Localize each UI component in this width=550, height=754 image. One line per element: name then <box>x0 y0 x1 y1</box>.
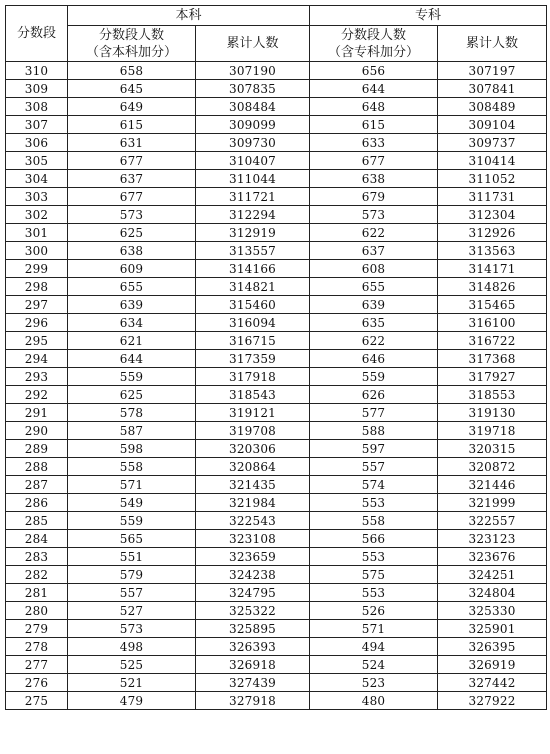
zhuanke-cumulative-cell: 316722 <box>438 332 547 350</box>
benke-cumulative-cell: 323108 <box>196 530 310 548</box>
score-cell: 280 <box>6 602 68 620</box>
zhuanke-count-header-line1: 分数段人数 <box>341 27 407 43</box>
zhuanke-cumulative-cell: 307197 <box>438 62 547 80</box>
benke-count-cell: 571 <box>68 476 196 494</box>
zhuanke-count-cell: 558 <box>310 512 438 530</box>
score-cell: 277 <box>6 656 68 674</box>
score-cell: 296 <box>6 314 68 332</box>
benke-count-header-line2: （含本科加分） <box>85 44 177 60</box>
benke-count-cell: 559 <box>68 512 196 530</box>
benke-count-cell: 655 <box>68 278 196 296</box>
benke-cumulative-cell: 325322 <box>196 602 310 620</box>
score-cell: 295 <box>6 332 68 350</box>
zhuanke-count-cell: 648 <box>310 98 438 116</box>
zhuanke-count-cell: 637 <box>310 242 438 260</box>
table-row <box>6 206 547 224</box>
table-row <box>6 188 547 206</box>
table-row <box>6 620 547 638</box>
benke-cumulative-cell: 316715 <box>196 332 310 350</box>
zhuanke-group-header: 专科 <box>310 6 547 26</box>
zhuanke-count-cell: 553 <box>310 494 438 512</box>
benke-cumulative-cell: 313557 <box>196 242 310 260</box>
benke-cumulative-cell: 320306 <box>196 440 310 458</box>
benke-count-cell: 573 <box>68 206 196 224</box>
benke-cumulative-cell: 319708 <box>196 422 310 440</box>
table-row <box>6 224 547 242</box>
zhuanke-cumulative-cell: 326395 <box>438 638 547 656</box>
table-header <box>6 6 547 62</box>
zhuanke-count-cell: 577 <box>310 404 438 422</box>
score-cell: 289 <box>6 440 68 458</box>
table-row <box>6 404 547 422</box>
zhuanke-cumulative-cell: 311052 <box>438 170 547 188</box>
score-cell: 302 <box>6 206 68 224</box>
benke-count-cell: 527 <box>68 602 196 620</box>
benke-cumulative-cell: 321435 <box>196 476 310 494</box>
zhuanke-count-cell: 622 <box>310 332 438 350</box>
benke-group-header: 本科 <box>68 6 310 26</box>
score-cell: 283 <box>6 548 68 566</box>
score-column-header: 分数段 <box>6 6 68 62</box>
zhuanke-count-cell: 644 <box>310 80 438 98</box>
zhuanke-count-cell: 574 <box>310 476 438 494</box>
zhuanke-cumulative-cell: 313563 <box>438 242 547 260</box>
score-cell: 309 <box>6 80 68 98</box>
zhuanke-count-cell: 608 <box>310 260 438 278</box>
table-row <box>6 296 547 314</box>
benke-cumulative-cell: 314166 <box>196 260 310 278</box>
benke-count-header-line1: 分数段人数 <box>98 27 164 43</box>
benke-cumulative-cell: 327439 <box>196 674 310 692</box>
benke-cumulative-cell: 325895 <box>196 620 310 638</box>
score-cell: 293 <box>6 368 68 386</box>
zhuanke-cumulative-cell: 312926 <box>438 224 547 242</box>
table-row <box>6 98 547 116</box>
benke-count-cell: 638 <box>68 242 196 260</box>
benke-count-cell: 549 <box>68 494 196 512</box>
zhuanke-count-cell: 656 <box>310 62 438 80</box>
table-row <box>6 656 547 674</box>
table-row <box>6 458 547 476</box>
zhuanke-count-cell: 679 <box>310 188 438 206</box>
table-row <box>6 314 547 332</box>
zhuanke-cumulative-cell: 324804 <box>438 584 547 602</box>
benke-cumulative-header: 累计人数 <box>196 26 310 62</box>
table-row <box>6 170 547 188</box>
benke-cumulative-cell: 311044 <box>196 170 310 188</box>
zhuanke-cumulative-cell: 314826 <box>438 278 547 296</box>
zhuanke-count-cell: 523 <box>310 674 438 692</box>
table-row <box>6 602 547 620</box>
zhuanke-cumulative-cell: 327442 <box>438 674 547 692</box>
zhuanke-count-cell: 622 <box>310 224 438 242</box>
zhuanke-cumulative-cell: 325330 <box>438 602 547 620</box>
zhuanke-cumulative-cell: 312304 <box>438 206 547 224</box>
zhuanke-count-cell: 588 <box>310 422 438 440</box>
benke-cumulative-cell: 324238 <box>196 566 310 584</box>
score-distribution-table-container <box>5 5 547 710</box>
score-cell: 290 <box>6 422 68 440</box>
benke-cumulative-cell: 317918 <box>196 368 310 386</box>
zhuanke-count-cell: 557 <box>310 458 438 476</box>
zhuanke-cumulative-cell: 314171 <box>438 260 547 278</box>
zhuanke-cumulative-cell: 323123 <box>438 530 547 548</box>
benke-cumulative-cell: 321984 <box>196 494 310 512</box>
benke-cumulative-cell: 314821 <box>196 278 310 296</box>
table-row <box>6 494 547 512</box>
score-cell: 303 <box>6 188 68 206</box>
benke-cumulative-cell: 319121 <box>196 404 310 422</box>
zhuanke-count-cell: 553 <box>310 584 438 602</box>
score-cell: 307 <box>6 116 68 134</box>
table-row <box>6 584 547 602</box>
benke-count-cell: 625 <box>68 386 196 404</box>
score-cell: 288 <box>6 458 68 476</box>
score-cell: 291 <box>6 404 68 422</box>
zhuanke-count-cell: 571 <box>310 620 438 638</box>
benke-count-cell: 598 <box>68 440 196 458</box>
zhuanke-cumulative-cell: 311731 <box>438 188 547 206</box>
table-row <box>6 674 547 692</box>
zhuanke-cumulative-cell: 321446 <box>438 476 547 494</box>
benke-cumulative-cell: 309730 <box>196 134 310 152</box>
benke-count-cell: 649 <box>68 98 196 116</box>
zhuanke-count-cell: 633 <box>310 134 438 152</box>
benke-count-cell: 625 <box>68 224 196 242</box>
zhuanke-count-cell: 526 <box>310 602 438 620</box>
benke-count-cell: 573 <box>68 620 196 638</box>
table-row <box>6 440 547 458</box>
benke-count-cell: 557 <box>68 584 196 602</box>
zhuanke-cumulative-header: 累计人数 <box>438 26 547 62</box>
table-row <box>6 386 547 404</box>
benke-count-cell: 631 <box>68 134 196 152</box>
zhuanke-count-cell: 566 <box>310 530 438 548</box>
zhuanke-count-cell: 575 <box>310 566 438 584</box>
benke-count-cell: 525 <box>68 656 196 674</box>
score-cell: 308 <box>6 98 68 116</box>
zhuanke-cumulative-cell: 325901 <box>438 620 547 638</box>
zhuanke-cumulative-cell: 317368 <box>438 350 547 368</box>
zhuanke-cumulative-cell: 321999 <box>438 494 547 512</box>
benke-count-cell: 609 <box>68 260 196 278</box>
benke-count-cell: 559 <box>68 368 196 386</box>
benke-cumulative-cell: 323659 <box>196 548 310 566</box>
benke-count-cell: 551 <box>68 548 196 566</box>
benke-count-cell: 637 <box>68 170 196 188</box>
table-row <box>6 638 547 656</box>
zhuanke-count-cell: 638 <box>310 170 438 188</box>
score-cell: 294 <box>6 350 68 368</box>
zhuanke-cumulative-cell: 322557 <box>438 512 547 530</box>
benke-cumulative-cell: 326918 <box>196 656 310 674</box>
zhuanke-cumulative-cell: 308489 <box>438 98 547 116</box>
score-cell: 287 <box>6 476 68 494</box>
score-cell: 281 <box>6 584 68 602</box>
benke-cumulative-cell: 307190 <box>196 62 310 80</box>
zhuanke-count-cell: 615 <box>310 116 438 134</box>
zhuanke-cumulative-cell: 318553 <box>438 386 547 404</box>
table-row <box>6 548 547 566</box>
zhuanke-cumulative-cell: 319718 <box>438 422 547 440</box>
benke-cumulative-cell: 322543 <box>196 512 310 530</box>
benke-count-cell: 677 <box>68 152 196 170</box>
score-cell: 306 <box>6 134 68 152</box>
header-row-columns <box>6 26 547 62</box>
zhuanke-count-cell: 597 <box>310 440 438 458</box>
benke-count-cell: 677 <box>68 188 196 206</box>
table-row <box>6 368 547 386</box>
table-row <box>6 242 547 260</box>
table-row <box>6 332 547 350</box>
zhuanke-cumulative-cell: 317927 <box>438 368 547 386</box>
benke-count-cell: 615 <box>68 116 196 134</box>
benke-cumulative-cell: 310407 <box>196 152 310 170</box>
benke-cumulative-cell: 315460 <box>196 296 310 314</box>
zhuanke-cumulative-cell: 315465 <box>438 296 547 314</box>
benke-count-cell: 479 <box>68 692 196 710</box>
benke-count-cell: 565 <box>68 530 196 548</box>
benke-cumulative-cell: 320864 <box>196 458 310 476</box>
score-distribution-table <box>5 5 547 710</box>
score-cell: 276 <box>6 674 68 692</box>
zhuanke-count-cell: 480 <box>310 692 438 710</box>
score-cell: 305 <box>6 152 68 170</box>
zhuanke-count-header <box>310 26 438 62</box>
table-row <box>6 530 547 548</box>
zhuanke-count-cell: 553 <box>310 548 438 566</box>
benke-count-cell: 645 <box>68 80 196 98</box>
table-body <box>6 62 547 710</box>
benke-count-cell: 621 <box>68 332 196 350</box>
table-row <box>6 692 547 710</box>
table-row <box>6 422 547 440</box>
score-cell: 285 <box>6 512 68 530</box>
zhuanke-count-header-line2: （含专科加分） <box>328 44 420 60</box>
zhuanke-count-cell: 655 <box>310 278 438 296</box>
table-row <box>6 278 547 296</box>
score-cell: 278 <box>6 638 68 656</box>
benke-cumulative-cell: 308484 <box>196 98 310 116</box>
benke-count-cell: 521 <box>68 674 196 692</box>
benke-count-cell: 658 <box>68 62 196 80</box>
benke-count-cell: 639 <box>68 296 196 314</box>
zhuanke-cumulative-cell: 316100 <box>438 314 547 332</box>
benke-cumulative-cell: 307835 <box>196 80 310 98</box>
benke-count-header <box>68 26 196 62</box>
score-cell: 279 <box>6 620 68 638</box>
zhuanke-cumulative-cell: 319130 <box>438 404 547 422</box>
benke-cumulative-cell: 312294 <box>196 206 310 224</box>
benke-cumulative-cell: 326393 <box>196 638 310 656</box>
score-cell: 310 <box>6 62 68 80</box>
zhuanke-cumulative-cell: 307841 <box>438 80 547 98</box>
benke-cumulative-cell: 327918 <box>196 692 310 710</box>
score-cell: 292 <box>6 386 68 404</box>
score-cell: 284 <box>6 530 68 548</box>
benke-cumulative-cell: 316094 <box>196 314 310 332</box>
benke-count-cell: 578 <box>68 404 196 422</box>
zhuanke-count-cell: 646 <box>310 350 438 368</box>
zhuanke-count-cell: 677 <box>310 152 438 170</box>
zhuanke-cumulative-cell: 327922 <box>438 692 547 710</box>
benke-cumulative-cell: 318543 <box>196 386 310 404</box>
zhuanke-cumulative-cell: 320872 <box>438 458 547 476</box>
zhuanke-cumulative-cell: 320315 <box>438 440 547 458</box>
table-row <box>6 62 547 80</box>
benke-count-cell: 644 <box>68 350 196 368</box>
table-row <box>6 116 547 134</box>
table-row <box>6 566 547 584</box>
benke-cumulative-cell: 309099 <box>196 116 310 134</box>
header-row-groups <box>6 6 547 26</box>
benke-count-cell: 498 <box>68 638 196 656</box>
zhuanke-count-cell: 524 <box>310 656 438 674</box>
zhuanke-cumulative-cell: 323676 <box>438 548 547 566</box>
score-cell: 286 <box>6 494 68 512</box>
score-cell: 298 <box>6 278 68 296</box>
benke-cumulative-cell: 311721 <box>196 188 310 206</box>
benke-count-cell: 634 <box>68 314 196 332</box>
zhuanke-count-cell: 573 <box>310 206 438 224</box>
benke-cumulative-cell: 317359 <box>196 350 310 368</box>
zhuanke-count-cell: 635 <box>310 314 438 332</box>
zhuanke-count-cell: 559 <box>310 368 438 386</box>
score-cell: 301 <box>6 224 68 242</box>
score-cell: 299 <box>6 260 68 278</box>
benke-count-cell: 579 <box>68 566 196 584</box>
zhuanke-count-cell: 494 <box>310 638 438 656</box>
benke-cumulative-cell: 312919 <box>196 224 310 242</box>
table-row <box>6 476 547 494</box>
table-row <box>6 350 547 368</box>
table-row <box>6 80 547 98</box>
benke-count-cell: 558 <box>68 458 196 476</box>
zhuanke-count-cell: 626 <box>310 386 438 404</box>
zhuanke-cumulative-cell: 309737 <box>438 134 547 152</box>
zhuanke-count-cell: 639 <box>310 296 438 314</box>
zhuanke-cumulative-cell: 309104 <box>438 116 547 134</box>
table-row <box>6 134 547 152</box>
zhuanke-cumulative-cell: 324251 <box>438 566 547 584</box>
benke-count-cell: 587 <box>68 422 196 440</box>
table-row <box>6 260 547 278</box>
benke-cumulative-cell: 324795 <box>196 584 310 602</box>
score-cell: 275 <box>6 692 68 710</box>
zhuanke-cumulative-cell: 326919 <box>438 656 547 674</box>
zhuanke-cumulative-cell: 310414 <box>438 152 547 170</box>
table-row <box>6 512 547 530</box>
score-cell: 300 <box>6 242 68 260</box>
score-cell: 282 <box>6 566 68 584</box>
score-cell: 304 <box>6 170 68 188</box>
score-cell: 297 <box>6 296 68 314</box>
table-row <box>6 152 547 170</box>
